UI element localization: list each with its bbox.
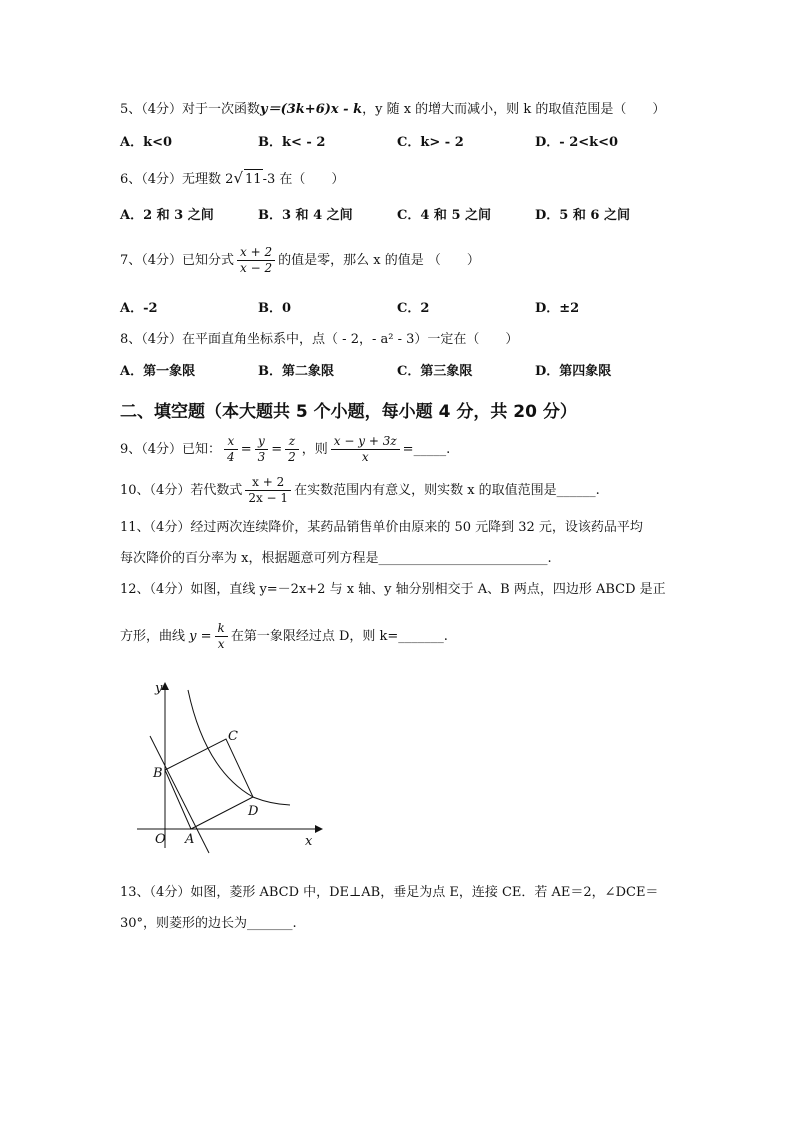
- label-c: C: [228, 729, 238, 744]
- question-13-line-1: 13、（4分）如图，菱形 ABCD 中，DE⊥AB，垂足为点 E，连接 CE．若 AE＝2，∠DCE＝: [120, 885, 659, 900]
- q5-prefix: 5、（4分）对于一次函数: [120, 102, 261, 117]
- question-9: 9、（4分）已知： $\frac{x}{4}$ = $\frac{y}{3}$ = $\frac{z}{2}$ ，则 $\frac{x - y + 3z}{x}$ =_____.: [120, 434, 451, 464]
- q8-option-a: A．第一象限: [120, 364, 196, 379]
- q9-f2-num: y: [255, 434, 269, 450]
- question-12-line-2: [120, 620, 448, 654]
- q9-f3-den: 2: [288, 450, 296, 464]
- q9-f2-den: 3: [257, 450, 266, 464]
- q9-f4-den: x: [361, 450, 369, 464]
- q6-prefix: 6、（4分）无理数 2: [120, 172, 234, 187]
- question-10: [120, 473, 600, 509]
- q9-f1-den: 4: [227, 450, 235, 464]
- q6-suffix: -3 在（ ）: [262, 172, 345, 187]
- q12-fraction: [215, 621, 228, 652]
- q9-mid: ，则: [301, 442, 328, 457]
- q10-fraction: [245, 475, 291, 506]
- q7-option-c: C．2: [397, 301, 430, 316]
- q5-option-c: C．k> - 2: [397, 135, 464, 150]
- question-11-line-2: 每次降价的百分率为 x，根据题意可列方程是__________________________.: [120, 551, 552, 566]
- label-d: D: [248, 804, 259, 819]
- q7-fraction: [237, 245, 275, 276]
- q5-formula: y＝(3k+6)x - k: [260, 102, 363, 117]
- q10-suffix: 在实数范围内有意义，则实数 x 的取值范围是______.: [294, 483, 600, 498]
- question-5: [120, 100, 665, 120]
- q7-suffix: 的值是零，那么 x 的值是 （ ）: [278, 253, 480, 268]
- q5-option-d: D．- 2<k<0: [535, 135, 619, 150]
- q5-option-b: B．k< - 2: [258, 135, 326, 150]
- q12-prefix: 方形，曲线: [120, 629, 186, 644]
- q9-fraction-z2: [285, 434, 299, 465]
- label-x: x: [305, 834, 313, 849]
- q7-option-a: A．-2: [120, 301, 158, 316]
- q9-fraction-y3: [255, 434, 269, 465]
- q7-option-b: B．0: [258, 301, 292, 316]
- q7-option-d: D．±2: [535, 301, 580, 316]
- label-o: O: [155, 832, 166, 847]
- q5-middle: ，y 随 x 的增大而减小，则 k 的取值范围是（ ）: [362, 102, 666, 117]
- question-6: [120, 168, 344, 190]
- label-b: B: [153, 766, 163, 781]
- q12-numerator: k: [215, 621, 228, 637]
- q7-prefix: 7、（4分）已知分式: [120, 253, 235, 268]
- q5-option-a: A．k<0: [120, 135, 173, 150]
- q8-option-c: C．第三象限: [397, 364, 473, 379]
- q6-option-d: D．5 和 6 之间: [535, 208, 630, 223]
- question-12-line-1: 12、（4分）如图，直线 y=－2x+2 与 x 轴、y 轴分别相交于 A、B 两点，四边形 ABCD 是正: [120, 582, 666, 597]
- square-abcd: [165, 739, 253, 829]
- q6-option-c: C．4 和 5 之间: [397, 208, 492, 223]
- q9-f1-num: x: [224, 434, 238, 450]
- q8-option-b: B．第二象限: [258, 364, 334, 379]
- question-13-line-2: 30°，则菱形的边长为_______.: [120, 916, 297, 931]
- section-heading: 二、填空题（本大题共 5 个小题，每小题 4 分，共 20 分）: [120, 402, 577, 422]
- q9-fraction-x4: [224, 434, 238, 465]
- question-8: 8、（4分）在平面直角坐标系中，点（ - 2，- a² - 3）一定在（ ）: [120, 332, 519, 347]
- x-axis-arrow: [315, 825, 323, 833]
- question-11-line-1: 11、（4分）经过两次连续降价，某药品销售单价由原来的 50 元降到 32 元，设该药品平均: [120, 520, 643, 535]
- q6-radicand: 11: [244, 169, 263, 190]
- q12-figure: [125, 670, 335, 860]
- label-a: A: [185, 832, 195, 847]
- q10-prefix: 10、（4分）若代数式: [120, 483, 243, 498]
- q12-lhs: y =: [189, 629, 212, 644]
- radical-sign: √: [233, 169, 244, 187]
- q9-suffix: =_____.: [402, 442, 451, 457]
- q12-suffix: 在第一象限经过点 D，则 k=_______.: [230, 629, 448, 644]
- q12-denominator: x: [217, 637, 225, 651]
- q10-numerator: x + 2: [245, 475, 291, 491]
- label-y: y: [155, 681, 163, 696]
- curve-k-over-x: [188, 690, 290, 805]
- q9-fraction-expr: [331, 434, 400, 465]
- q6-option-b: B．3 和 4 之间: [258, 208, 353, 223]
- q6-option-a: A．2 和 3 之间: [120, 208, 214, 223]
- q8-option-d: D．第四象限: [535, 364, 612, 379]
- question-7: [120, 244, 480, 278]
- q9-f3-num: z: [285, 434, 299, 450]
- q9-prefix: 9、（4分）已知：: [120, 442, 222, 457]
- q7-denominator: x − 2: [240, 261, 273, 275]
- q10-denominator: 2x − 1: [248, 491, 289, 505]
- q9-f4-num: x − y + 3z: [331, 434, 400, 450]
- q7-numerator: x + 2: [237, 245, 275, 261]
